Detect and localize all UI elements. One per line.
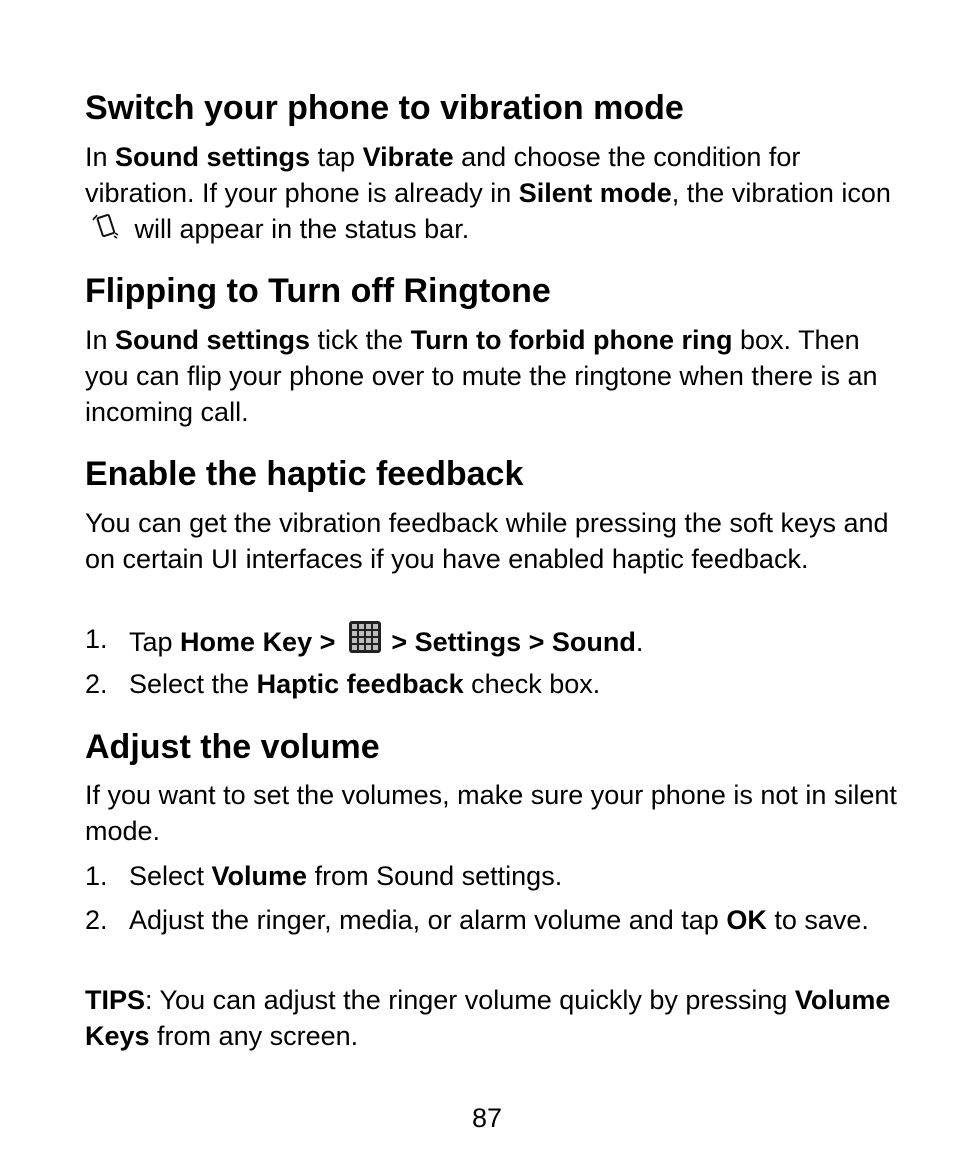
bold-text: Sound settings xyxy=(115,325,311,355)
list-text xyxy=(129,858,905,894)
app-grid-icon xyxy=(349,621,381,662)
list-text xyxy=(129,666,905,702)
text: Select the xyxy=(129,669,257,699)
bold-text: Home Key > xyxy=(180,627,336,657)
text: Select xyxy=(129,861,212,891)
paragraph-adjust-volume: If you want to set the volumes, make sure your phone is not in silent mode. xyxy=(85,780,897,846)
paragraph-vibration-mode xyxy=(85,139,905,250)
list-text xyxy=(129,902,905,938)
tips-label: TIPS xyxy=(85,985,146,1015)
paragraph-haptic-feedback: You can get the vibration feedback while pressing the soft keys and on certain UI interfaces if you have enabled haptic feedback. xyxy=(85,508,889,574)
text: from Sound settings. xyxy=(307,861,563,891)
text: In xyxy=(85,142,116,172)
heading-flipping-ringtone: Flipping to Turn off Ringtone xyxy=(85,272,551,310)
heading-vibration-mode: Switch your phone to vibration mode xyxy=(85,89,684,127)
paragraph-flipping-ringtone xyxy=(85,322,905,430)
bold-text: > Settings > Sound xyxy=(391,627,636,657)
text: In xyxy=(85,325,116,355)
text: and choose the condition for vibration. If your phone is already in xyxy=(85,142,801,208)
page-number: 87 xyxy=(471,1103,503,1133)
heading-haptic-feedback: Enable the haptic feedback xyxy=(85,455,524,493)
bold-text: Volume xyxy=(211,861,308,891)
tips-paragraph xyxy=(85,982,905,1054)
list-number: 2. xyxy=(85,669,108,699)
list-number: 1. xyxy=(85,624,108,654)
text: will appear in the status bar. xyxy=(127,214,470,244)
text: check box. xyxy=(463,669,601,699)
list-number: 2. xyxy=(85,905,108,935)
text: box. Then you can flip your phone over to mute the ringtone when there is an incoming call. xyxy=(85,325,878,427)
bold-text: Silent mode xyxy=(518,178,672,208)
text: Adjust the ringer, media, or alarm volume and tap xyxy=(129,905,727,935)
vibration-icon xyxy=(91,211,121,250)
text: to save. xyxy=(766,905,869,935)
text: from any screen. xyxy=(149,1021,359,1051)
bold-text: OK xyxy=(726,905,767,935)
list-text xyxy=(129,621,905,662)
text: tick the xyxy=(310,325,411,355)
bold-text: Turn to forbid phone ring xyxy=(410,325,733,355)
text: . xyxy=(635,627,644,657)
bold-text: Vibrate xyxy=(362,142,454,172)
text: tap xyxy=(310,142,363,172)
text: , the vibration icon xyxy=(671,178,891,208)
bold-text: Volume Keys xyxy=(85,985,891,1051)
bold-text: Sound settings xyxy=(115,142,311,172)
text: : You can adjust the ringer volume quickly by pressing xyxy=(145,985,795,1015)
heading-adjust-volume: Adjust the volume xyxy=(85,728,380,766)
list-number: 1. xyxy=(85,861,108,891)
text: Tap xyxy=(129,627,181,657)
bold-text: Haptic feedback xyxy=(256,669,464,699)
